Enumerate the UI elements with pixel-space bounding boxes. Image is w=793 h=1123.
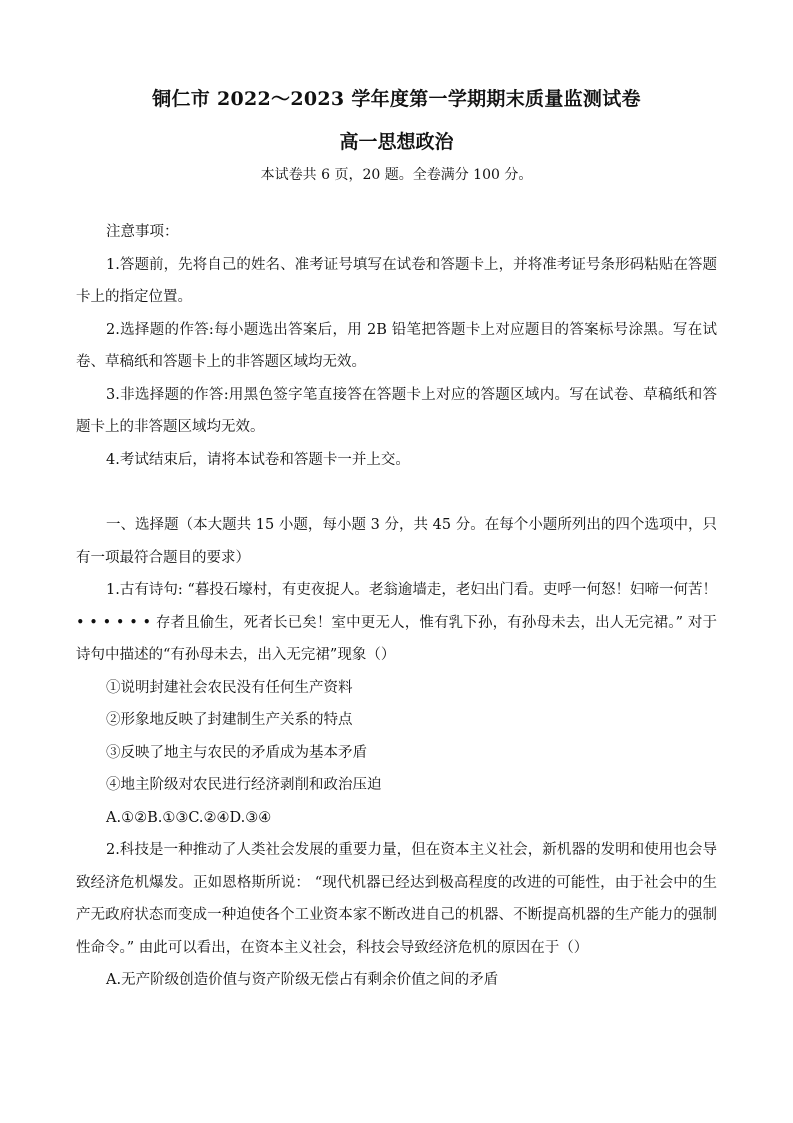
question-option: ②形象地反映了封建制生产关系的特点 xyxy=(106,712,353,728)
notes-section xyxy=(76,216,717,476)
question-2 xyxy=(76,834,717,997)
note-item-3: 3.非选择题的作答:用黑色签字笔直接答在答题卡上对应的答题区域内。写在试卷、草稿纸和答题卡上的非答题区域均无效。 xyxy=(76,386,717,435)
question-stem: 2.科技是一种推动了人类社会发展的重要力量，但在资本主义社会，新机器的发明和使用也会导致经济危机爆发。正如恩格斯所说： “现代机器已经达到极高程度的改进的可能性，由于社会中的生产无政府状态而变成一种迫使各个工业资本家不断改进自己的机器、不断提高机器的生产能力的强制性命令。” 由此可以看出，在资本主义社会，科技会导致经济危机的原因在于（） xyxy=(76,842,717,956)
question-1 xyxy=(76,574,717,834)
note-item-1: 1.答题前，先将自己的姓名、准考证号填写在试卷和答题卡上，并将准考证号条形码粘贴在答题卡上的指定位置。 xyxy=(76,256,717,305)
question-option: A.无产阶级创造价值与资产阶级无偿占有剩余价值之间的矛盾 xyxy=(106,972,499,988)
note-item-2: 2.选择题的作答:每小题选出答案后，用 2B 铅笔把答题卡上对应题目的答案标号涂黑。写在试卷、草稿纸和答题卡上的非答题区域均无效。 xyxy=(76,321,717,370)
question-stem: 1.古有诗句: “暮投石壕村，有吏夜捉人。老翁逾墙走，老妇出门看。吏呼一何怒！妇啼一何苦！ • • • • • • 存者且偷生，死者长已矣！室中更无人，惟有乳下孙，有孙母未去，出人无完裙。” 对于诗句中描述的“有孙母未去，出入无完裙”现象（） xyxy=(76,582,717,663)
section-heading: 一、选择题（本大题共 15 小题，每小题 3 分，共 45 分。在每个小题所列出的四个选项中，只有一项最符合题目的要求） xyxy=(76,517,717,566)
exam-info: 本试卷共 6 页，20 题。全卷满分 100 分。 xyxy=(260,167,533,183)
notes-heading: 注意事项： xyxy=(106,224,179,240)
question-option: ①说明封建社会农民没有任何生产资料 xyxy=(106,679,353,696)
choice-section xyxy=(76,509,717,997)
question-option: ③反映了地主与农民的矛盾成为基本矛盾 xyxy=(106,744,367,761)
question-answers: A.①②B.①③C.②④D.③④ xyxy=(106,809,272,826)
note-item-4: 4.考试结束后，请将本试卷和答题卡一并上交。 xyxy=(106,451,410,468)
exam-subject: 高一思想政治 xyxy=(339,131,454,153)
question-option: ④地主阶级对农民进行经济剥削和政治压迫 xyxy=(106,777,382,793)
exam-title: 铜仁市 2022～2023 学年度第一学期期末质量监测试卷 xyxy=(152,88,641,110)
